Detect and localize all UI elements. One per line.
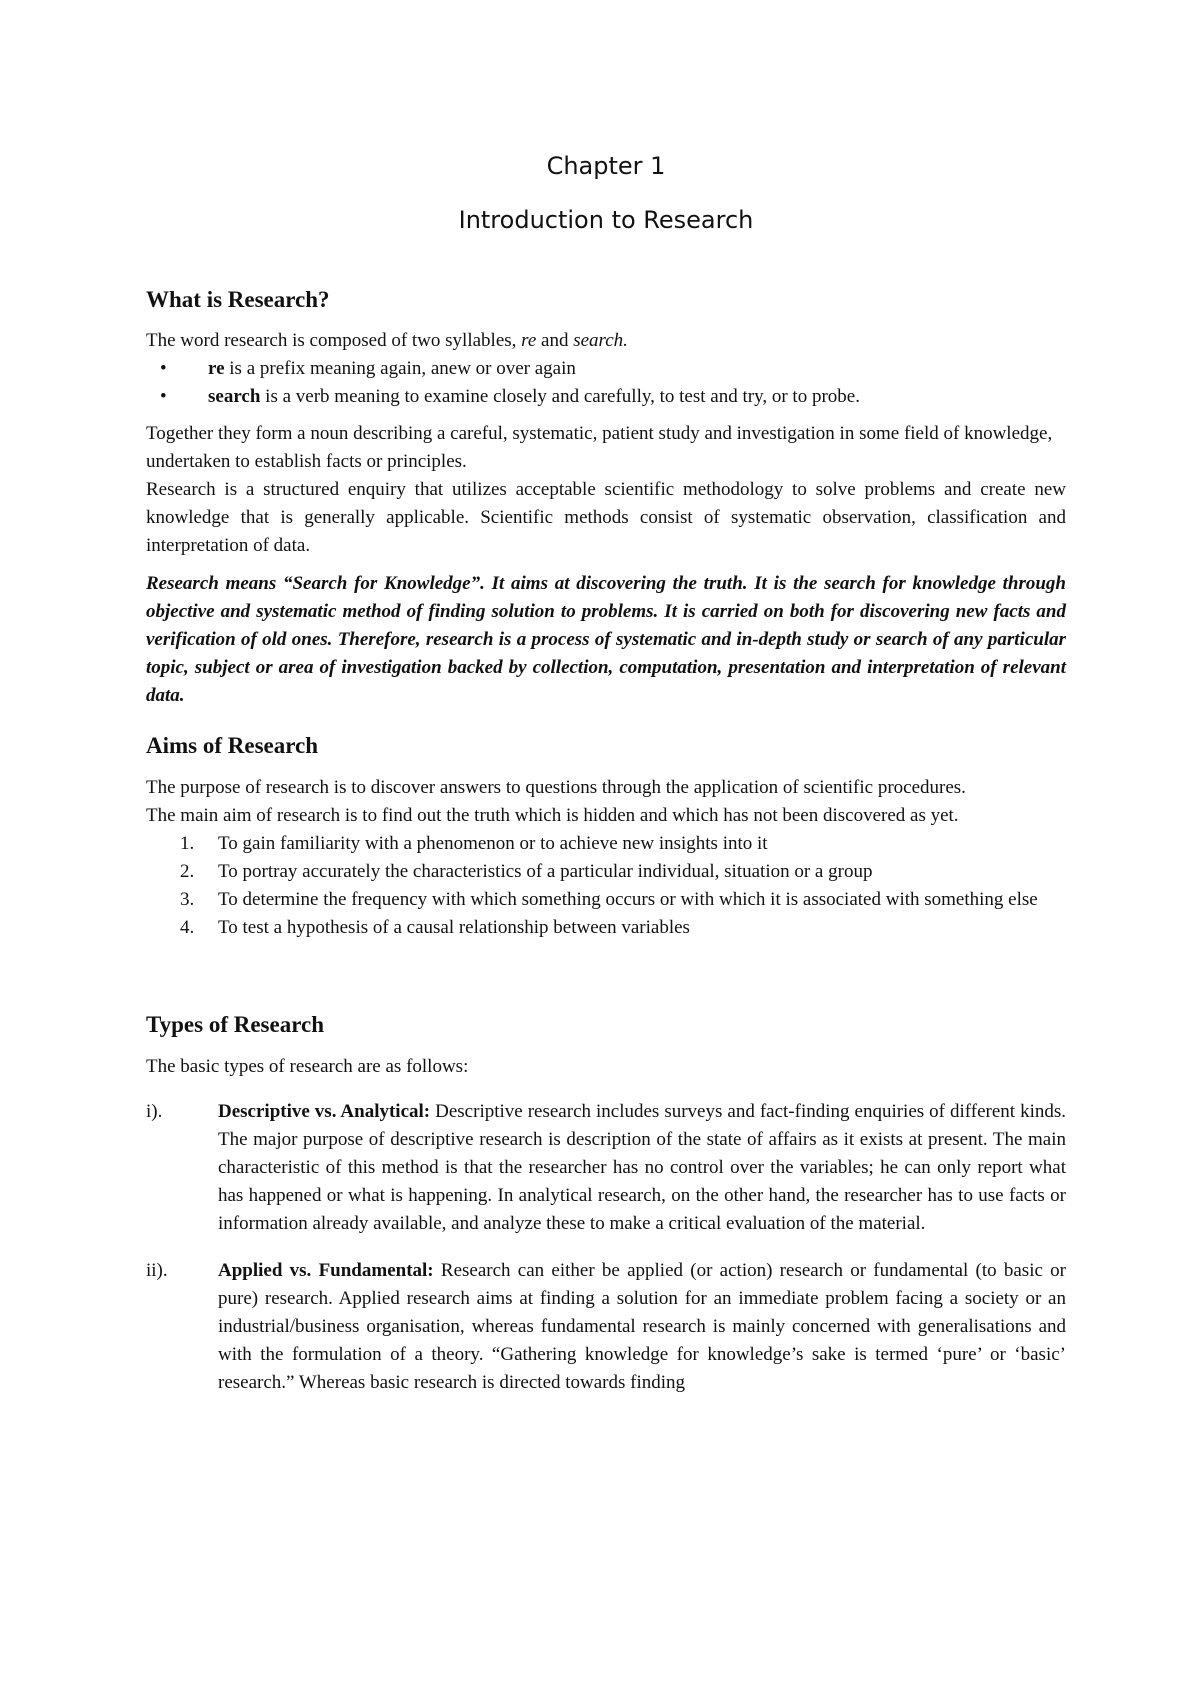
paragraph-emphasis: Research means “Search for Knowledge”. It aims at discovering the truth. It is the search for knowledge through objective and systematic method of finding solution to problems. It is carried on both for discovering new facts and verification of old ones. Therefore, research is a process of systematic and in-depth study or search of any particular topic, subject or area of investigation backed by collection, computation, presentation and interpretation of relevant data.: [146, 573, 1066, 706]
item-number: 1.: [180, 833, 195, 854]
intro-text: The word research is composed of two syllables,: [146, 330, 522, 351]
list-item: [146, 886, 1066, 914]
bullet-text: is a prefix meaning again, anew or over again: [224, 358, 576, 379]
item-number: 3.: [180, 889, 195, 910]
type-term: Applied vs. Fundamental:: [218, 1260, 434, 1281]
chapter-title: Introduction to Research: [458, 206, 754, 234]
section-aims: [146, 774, 1066, 942]
item-text: To determine the frequency with which something occurs or with which it is associated with something else: [218, 889, 1038, 910]
list-item: [146, 830, 1066, 858]
intro-sentence: [146, 327, 1066, 355]
paragraph-structured-enquiry: Research is a structured enquiry that utilizes acceptable scientific methodology to solve problems and create new knowledge that is generally applicable. Scientific methods consist of systematic observation, classification and interpretation of data.: [146, 479, 1066, 556]
intro-search: search.: [573, 330, 628, 351]
item-text: To gain familiarity with a phenomenon or to achieve new insights into it: [218, 833, 768, 854]
bullet-text: is a verb meaning to examine closely and carefully, to test and try, or to probe.: [260, 386, 860, 407]
section-heading-types: Types of Research: [146, 1012, 325, 1037]
item-number: 4.: [180, 917, 195, 938]
bullet-term: search: [208, 386, 261, 407]
type-item-applied: [146, 1257, 1066, 1397]
syllable-list: [146, 355, 1066, 411]
list-item: [146, 383, 1066, 411]
type-item-descriptive: [146, 1098, 1066, 1238]
list-item: [146, 355, 1066, 383]
types-intro: The basic types of research are as follows:: [146, 1056, 469, 1077]
item-number: 2.: [180, 861, 195, 882]
bullet-term: re: [208, 358, 225, 379]
type-term: Descriptive vs. Analytical:: [218, 1101, 431, 1122]
item-marker: ii).: [146, 1260, 168, 1281]
item-text: To portray accurately the characteristics of a particular individual, situation or a group: [218, 861, 873, 882]
intro-and: and: [536, 330, 574, 351]
bullet-icon: •: [160, 386, 167, 407]
type-text: Research can either be applied (or action) research or fundamental (to basic or pure) research. Applied research aims at finding a solution for an immediate problem facing a society or an industrial/business organisation, whereas fundamental research is mainly concerned with generalisations and with the formulation of a theory. “Gathering knowledge for knowledge’s sake is termed ‘pure’ or ‘basic’ research.” Whereas basic research is directed towards finding: [218, 1260, 1066, 1393]
aims-intro: The purpose of research is to discover answers to questions through the application of scientific procedures. The main aim of research is to find out the truth which is hidden and which has not been discovered as yet.: [146, 777, 966, 826]
item-text: To test a hypothesis of a causal relationship between variables: [218, 917, 690, 938]
list-item: [146, 914, 1066, 942]
list-item: [146, 858, 1066, 886]
type-text: Descriptive research includes surveys and fact-finding enquiries of different kinds. The major purpose of descriptive research is description of the state of affairs as it exists at present. The main characteristic of this method is that the researcher has no control over the variables; he can only report what has happened or what is happening. In analytical research, on the other hand, the researcher has to use facts or information already available, and analyze these to make a critical evaluation of the material.: [218, 1101, 1066, 1234]
section-what-is-research: [146, 327, 1066, 710]
item-marker: i).: [146, 1101, 163, 1122]
paragraph-definition: Together they form a noun describing a careful, systematic, patient study and investigation in some field of knowledge, undertaken to establish facts or principles.: [146, 423, 1053, 472]
section-heading-what-is-research: What is Research?: [146, 287, 330, 312]
bullet-icon: •: [160, 358, 167, 379]
section-types: [146, 1053, 1066, 1397]
chapter-number: Chapter 1: [546, 152, 666, 180]
aims-list: [146, 830, 1066, 942]
intro-re: re: [521, 330, 537, 351]
section-heading-aims: Aims of Research: [146, 733, 319, 758]
